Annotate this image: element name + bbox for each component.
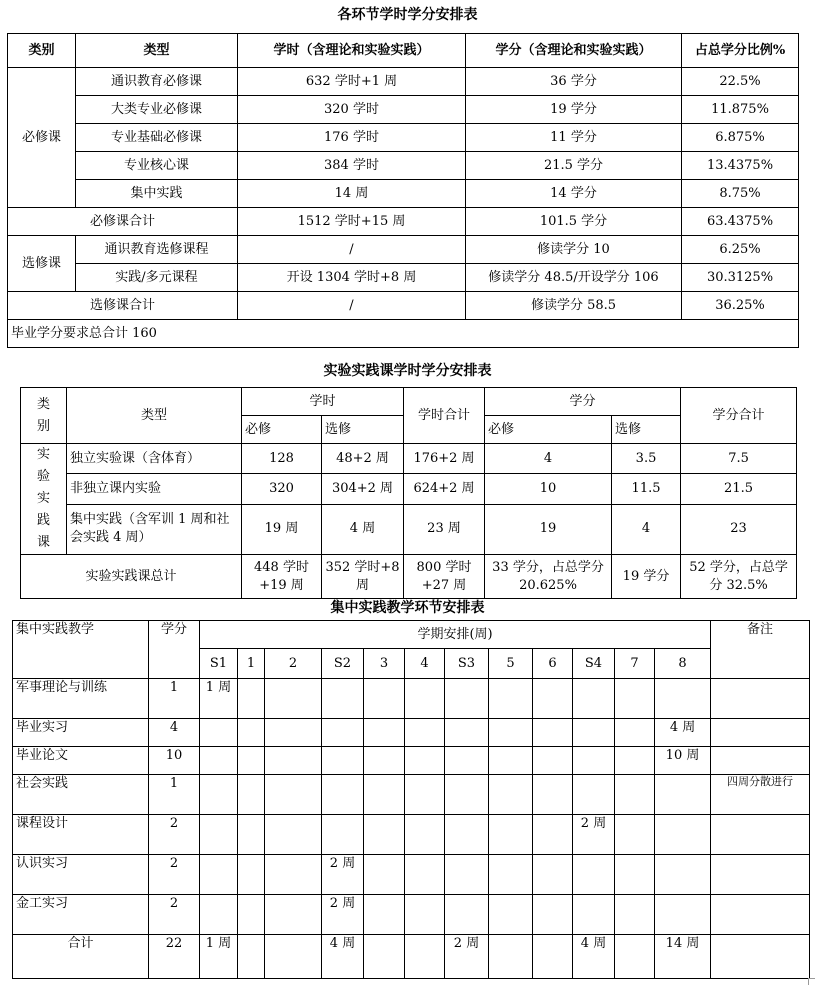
schedule-cell [573, 679, 615, 719]
schedule-cell: 2 周 [445, 935, 489, 979]
schedule-cell [238, 815, 265, 855]
practice-name: 认识实习 [13, 855, 149, 895]
schedule-cell [489, 747, 533, 775]
note-cell [711, 935, 810, 979]
table-row [8, 96, 799, 124]
group-label-elective: 选修课 [8, 236, 76, 292]
subtotal-label: 必修课合计 [8, 208, 238, 236]
schedule-cell [364, 679, 405, 719]
schedule-cell [265, 719, 322, 747]
table-cell: 11.875% [682, 96, 799, 124]
schedule-cell [655, 775, 711, 815]
group-label-required: 必修课 [8, 68, 76, 208]
schedule-cell [200, 747, 238, 775]
table-cell: 实践/多元课程 [76, 264, 238, 292]
schedule-cell [405, 935, 445, 979]
schedule-cell [489, 855, 533, 895]
table-cell: 23 周 [404, 504, 485, 554]
table-cell: 320 学时 [238, 96, 466, 124]
header-type: 类型 [67, 388, 242, 444]
table-cell: 22.5% [682, 68, 799, 96]
schedule-cell [200, 855, 238, 895]
schedule-cell [655, 855, 711, 895]
subtotal-label: 选修课合计 [8, 292, 238, 320]
table-cell: 19 学分 [612, 555, 681, 599]
table-cell: / [238, 292, 466, 320]
table-row [21, 444, 797, 474]
table-cell: 1512 学时+15 周 [238, 208, 466, 236]
schedule-cell [445, 855, 489, 895]
term-header: 5 [489, 649, 533, 679]
table-cell: 19 周 [242, 504, 322, 554]
table-cell: 13.4375% [682, 152, 799, 180]
table3-title: 集中实践教学环节安排表 [330, 600, 485, 616]
schedule-cell [238, 775, 265, 815]
table-header-row [13, 621, 810, 649]
schedule-cell [615, 815, 655, 855]
schedule-cell: 1 周 [200, 935, 238, 979]
table-cell: 21.5 [681, 474, 797, 504]
note-cell [711, 855, 810, 895]
table-cell: 384 学时 [238, 152, 466, 180]
schedule-cell [533, 855, 573, 895]
schedule-cell [533, 775, 573, 815]
schedule-cell [655, 679, 711, 719]
schedule-cell [238, 719, 265, 747]
table-cell: 集中实践 [76, 180, 238, 208]
practice-credit: 2 [149, 855, 200, 895]
practice-credit: 1 [149, 679, 200, 719]
table-cell: 7.5 [681, 444, 797, 474]
term-header: S1 [200, 649, 238, 679]
practice-credit: 4 [149, 719, 200, 747]
note-cell [711, 895, 810, 935]
table-row [21, 504, 797, 554]
schedule-cell [533, 935, 573, 979]
schedule-cell [573, 895, 615, 935]
schedule-cell [489, 815, 533, 855]
column-header: 学时（含理论和实验实践） [238, 34, 466, 68]
table-cell: 19 [485, 504, 612, 554]
column-header: 占总学分比例% [682, 34, 799, 68]
schedule-cell [489, 775, 533, 815]
schedule-cell: 4 周 [655, 719, 711, 747]
schedule-cell [238, 895, 265, 935]
schedule-cell [322, 775, 364, 815]
schedule-cell [489, 679, 533, 719]
table-row [13, 775, 810, 815]
schedule-cell [615, 935, 655, 979]
practice-name: 毕业实习 [13, 719, 149, 747]
table-cell: 36.25% [682, 292, 799, 320]
lab-practice-table [20, 387, 797, 599]
schedule-cell [364, 747, 405, 775]
table-cell: 14 周 [238, 180, 466, 208]
schedule-cell [322, 719, 364, 747]
table-cell: 3.5 [612, 444, 681, 474]
schedule-cell [533, 719, 573, 747]
table-cell: 36 学分 [466, 68, 682, 96]
graduation-total: 毕业学分要求总合计 160 [8, 320, 799, 348]
table-cell: 专业核心课 [76, 152, 238, 180]
term-header: 4 [405, 649, 445, 679]
practice-credit: 10 [149, 747, 200, 775]
table-cell: 修读学分 58.5 [466, 292, 682, 320]
table-cell: 448 学时+19 周 [242, 555, 322, 599]
header-practice-name: 集中实践教学 [13, 621, 149, 679]
paragraph-mark [808, 978, 815, 985]
header-schedule: 学期安排(周) [200, 621, 711, 649]
total-row [13, 935, 810, 979]
note-cell [711, 719, 810, 747]
schedule-cell [405, 895, 445, 935]
table-cell: 632 学时+1 周 [238, 68, 466, 96]
total-label: 实验实践课总计 [21, 555, 242, 599]
table-cell: 48+2 周 [322, 444, 404, 474]
table-cell: 大类专业必修课 [76, 96, 238, 124]
table-cell: 63.4375% [682, 208, 799, 236]
table-row [8, 124, 799, 152]
schedule-cell [265, 815, 322, 855]
term-header: 6 [533, 649, 573, 679]
schedule-cell: 10 周 [655, 747, 711, 775]
schedule-cell [615, 719, 655, 747]
table-cell: 176+2 周 [404, 444, 485, 474]
practice-name: 课程设计 [13, 815, 149, 855]
table-cell: 4 [485, 444, 612, 474]
table-cell: 21.5 学分 [466, 152, 682, 180]
table-cell: 33 学分，占总学分 20.625% [485, 555, 612, 599]
total-row [21, 555, 797, 599]
table-cell: / [238, 236, 466, 264]
schedule-cell [364, 775, 405, 815]
practice-credit: 2 [149, 895, 200, 935]
schedule-cell [265, 935, 322, 979]
practice-credit: 2 [149, 815, 200, 855]
table-cell: 30.3125% [682, 264, 799, 292]
term-header: S2 [322, 649, 364, 679]
header-credits-required: 必修 [485, 416, 612, 444]
note-cell [711, 747, 810, 775]
schedule-cell [615, 895, 655, 935]
table-cell: 专业基础必修课 [76, 124, 238, 152]
graduation-row [8, 320, 799, 348]
schedule-cell [445, 895, 489, 935]
practice-name: 金工实习 [13, 895, 149, 935]
schedule-cell: 2 周 [573, 815, 615, 855]
schedule-cell [200, 895, 238, 935]
schedule-cell [200, 815, 238, 855]
table-cell: 11 学分 [466, 124, 682, 152]
term-header: 3 [364, 649, 405, 679]
table-cell: 128 [242, 444, 322, 474]
schedule-cell [655, 895, 711, 935]
table-cell: 通识教育必修课 [76, 68, 238, 96]
column-header: 类型 [76, 34, 238, 68]
subtotal-row [8, 292, 799, 320]
schedule-cell [533, 815, 573, 855]
schedule-cell [573, 719, 615, 747]
schedule-cell [405, 815, 445, 855]
schedule-cell [533, 679, 573, 719]
practice-credit: 22 [149, 935, 200, 979]
header-hours-required: 必修 [242, 416, 322, 444]
schedule-cell [238, 747, 265, 775]
schedule-cell [405, 747, 445, 775]
schedule-cell [322, 679, 364, 719]
schedule-cell [489, 895, 533, 935]
term-header: S3 [445, 649, 489, 679]
table-cell: 176 学时 [238, 124, 466, 152]
schedule-cell [405, 855, 445, 895]
schedule-cell [615, 775, 655, 815]
header-note: 备注 [711, 621, 810, 679]
table-cell: 开设 1304 学时+8 周 [238, 264, 466, 292]
schedule-cell [364, 935, 405, 979]
schedule-cell [364, 719, 405, 747]
practice-name: 社会实践 [13, 775, 149, 815]
table-row [13, 895, 810, 935]
schedule-cell [615, 679, 655, 719]
table2-title: 实验实践课学时学分安排表 [323, 363, 492, 379]
schedule-cell: 2 周 [322, 895, 364, 935]
table-row [13, 719, 810, 747]
table-cell: 624+2 周 [404, 474, 485, 504]
header-hours-elective: 选修 [322, 416, 404, 444]
table-row [13, 747, 810, 775]
table-row [21, 474, 797, 504]
table-header-row [21, 388, 797, 416]
table-cell: 23 [681, 504, 797, 554]
header-credit: 学分 [149, 621, 200, 679]
schedule-cell [265, 747, 322, 775]
schedule-cell [322, 747, 364, 775]
schedule-cell [364, 815, 405, 855]
table-row [13, 679, 810, 719]
table-cell: 10 [485, 474, 612, 504]
column-header: 类别 [8, 34, 76, 68]
concentrated-practice-schedule [12, 620, 810, 979]
subtotal-row [8, 208, 799, 236]
table-cell: 集中实践（含军训 1 周和社会实践 4 周） [67, 504, 242, 554]
schedule-cell [200, 775, 238, 815]
practice-name: 毕业论文 [13, 747, 149, 775]
schedule-cell [489, 719, 533, 747]
note-cell: 四周分散进行 [711, 775, 810, 815]
schedule-cell [405, 679, 445, 719]
schedule-cell: 14 周 [655, 935, 711, 979]
schedule-cell [615, 747, 655, 775]
schedule-cell [445, 815, 489, 855]
schedule-cell: 4 周 [322, 935, 364, 979]
table-row [13, 855, 810, 895]
schedule-cell: 1 周 [200, 679, 238, 719]
table-cell: 独立实验课（含体育） [67, 444, 242, 474]
table-cell: 6.25% [682, 236, 799, 264]
term-header: 7 [615, 649, 655, 679]
table-cell: 19 学分 [466, 96, 682, 124]
credit-allocation-table [7, 33, 799, 348]
term-header: S4 [573, 649, 615, 679]
table-cell: 6.875% [682, 124, 799, 152]
header-category: 类别 [21, 388, 67, 444]
table-cell: 800 学时+27 周 [404, 555, 485, 599]
table-cell: 101.5 学分 [466, 208, 682, 236]
table-row [8, 152, 799, 180]
table-row [8, 264, 799, 292]
schedule-cell [364, 855, 405, 895]
schedule-cell [489, 935, 533, 979]
header-credits: 学分 [485, 388, 681, 416]
schedule-cell [265, 679, 322, 719]
term-header: 2 [265, 649, 322, 679]
schedule-cell [573, 855, 615, 895]
term-header: 1 [238, 649, 265, 679]
schedule-cell [655, 815, 711, 855]
table-row [8, 236, 799, 264]
schedule-cell [364, 895, 405, 935]
table-cell: 304+2 周 [322, 474, 404, 504]
table-row [8, 180, 799, 208]
schedule-cell [405, 719, 445, 747]
table-row [13, 815, 810, 855]
schedule-cell [200, 719, 238, 747]
table-cell: 4 周 [322, 504, 404, 554]
schedule-cell [445, 679, 489, 719]
table-cell: 11.5 [612, 474, 681, 504]
group-label-lab-practice: 实验实践课 [21, 444, 67, 555]
header-hours: 学时 [242, 388, 404, 416]
note-cell [711, 815, 810, 855]
table-cell: 8.75% [682, 180, 799, 208]
schedule-cell [238, 679, 265, 719]
header-credits-total: 学分合计 [681, 388, 797, 444]
schedule-cell [445, 775, 489, 815]
table-cell: 320 [242, 474, 322, 504]
practice-name: 合计 [13, 935, 149, 979]
schedule-cell [615, 855, 655, 895]
schedule-cell [265, 855, 322, 895]
note-cell [711, 679, 810, 719]
table-cell: 通识教育选修课程 [76, 236, 238, 264]
table-row [8, 68, 799, 96]
table-cell: 14 学分 [466, 180, 682, 208]
schedule-cell [265, 895, 322, 935]
schedule-cell [265, 775, 322, 815]
schedule-cell [533, 747, 573, 775]
schedule-cell [322, 815, 364, 855]
header-credits-elective: 选修 [612, 416, 681, 444]
term-header: 8 [655, 649, 711, 679]
schedule-cell: 2 周 [322, 855, 364, 895]
column-header: 学分（含理论和实验实践） [466, 34, 682, 68]
schedule-cell [533, 895, 573, 935]
schedule-cell [405, 775, 445, 815]
table-cell: 修读学分 48.5/开设学分 106 [466, 264, 682, 292]
schedule-cell [238, 855, 265, 895]
table-cell: 修读学分 10 [466, 236, 682, 264]
practice-name: 军事理论与训练 [13, 679, 149, 719]
table-cell: 4 [612, 504, 681, 554]
table-cell: 352 学时+8 周 [322, 555, 404, 599]
schedule-cell [445, 747, 489, 775]
table-cell: 52 学分，占总学分 32.5% [681, 555, 797, 599]
schedule-cell [573, 775, 615, 815]
header-hours-total: 学时合计 [404, 388, 485, 444]
table-header-row [8, 34, 799, 68]
table-cell: 非独立课内实验 [67, 474, 242, 504]
schedule-cell [445, 719, 489, 747]
schedule-cell: 4 周 [573, 935, 615, 979]
practice-credit: 1 [149, 775, 200, 815]
table1-title: 各环节学时学分安排表 [337, 7, 478, 23]
schedule-cell [573, 747, 615, 775]
schedule-cell [238, 935, 265, 979]
